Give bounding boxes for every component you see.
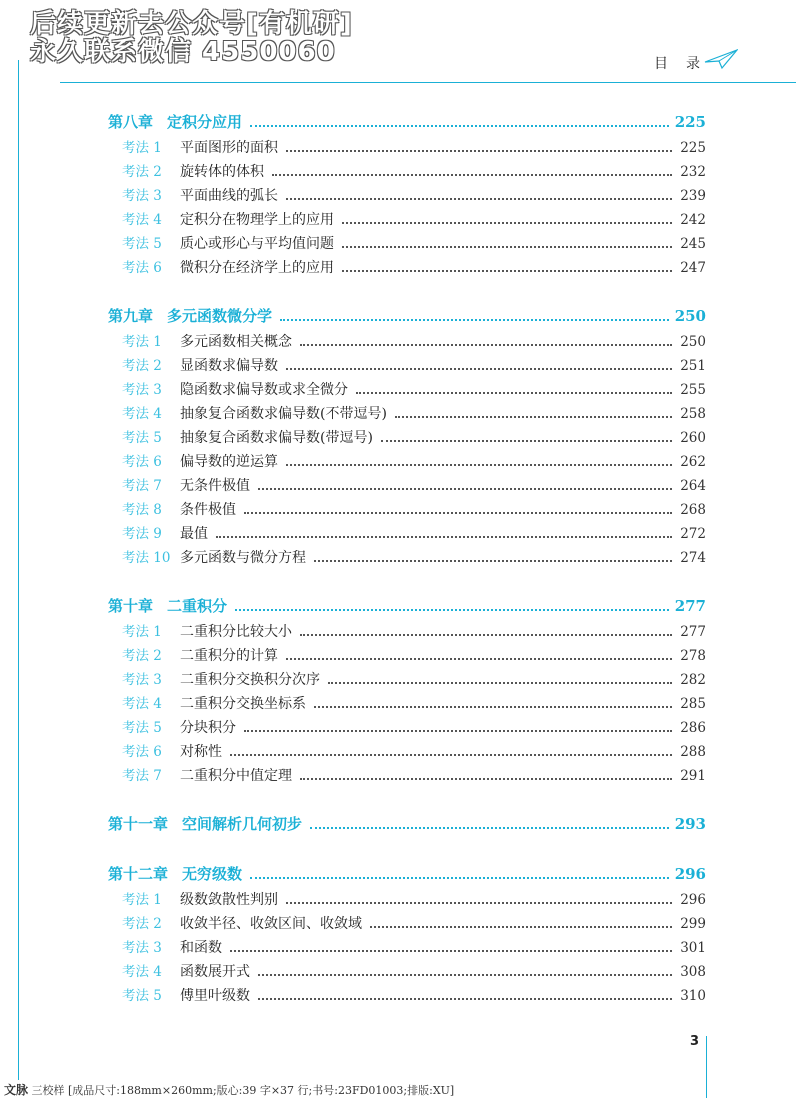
dot-leader [286, 901, 672, 904]
toc-entry-row[interactable] [108, 160, 706, 184]
method-label: 考法 1 [122, 334, 162, 350]
chapter-label: 第十章 [108, 597, 154, 615]
method-label: 考法 5 [122, 236, 162, 252]
method-page-number: 285 [680, 696, 706, 712]
method-label: 考法 5 [122, 430, 162, 446]
toc-entry-row[interactable] [108, 256, 706, 280]
dot-leader [342, 269, 672, 272]
method-title: 定积分在物理学上的应用 [180, 212, 334, 228]
method-page-number: 268 [680, 502, 706, 518]
toc-entry-row[interactable] [108, 620, 706, 644]
method-page-number: 242 [680, 212, 706, 228]
method-label: 考法 7 [122, 768, 162, 784]
footer-brand: 文脉 [4, 1083, 29, 1097]
toc-entry-row[interactable] [108, 378, 706, 402]
chapter-gap [108, 788, 706, 812]
dot-leader [286, 367, 672, 370]
method-label: 考法 1 [122, 892, 162, 908]
watermark-line-1: 后续更新去公众号[有机研] [30, 9, 353, 39]
method-label: 考法 1 [122, 624, 162, 640]
method-label: 考法 3 [122, 188, 162, 204]
method-label: 考法 3 [122, 672, 162, 688]
toc-chapter-row[interactable] [108, 594, 706, 620]
method-title: 隐函数求偏导数或求全微分 [180, 382, 348, 398]
toc-entry-row[interactable] [108, 960, 706, 984]
method-title: 偏导数的逆运算 [180, 454, 278, 470]
method-title: 条件极值 [180, 502, 236, 518]
toc-entry-row[interactable] [108, 474, 706, 498]
method-page-number: 301 [680, 940, 706, 956]
method-title: 收敛半径、收敛区间、收敛域 [180, 916, 362, 932]
toc-entry-row[interactable] [108, 984, 706, 1008]
chapter-title: 空间解析几何初步 [182, 815, 303, 833]
method-title: 微积分在经济学上的应用 [180, 260, 334, 276]
toc-entry-row[interactable] [108, 522, 706, 546]
toc-entry-row[interactable] [108, 354, 706, 378]
method-label: 考法 6 [122, 744, 162, 760]
dot-leader [230, 753, 672, 756]
method-label: 考法 6 [122, 260, 162, 276]
method-page-number: 288 [680, 744, 706, 760]
method-title: 多元函数与微分方程 [180, 550, 306, 566]
method-page-number: 310 [680, 988, 706, 1004]
method-title: 显函数求偏导数 [180, 358, 278, 374]
method-page-number: 245 [680, 236, 706, 252]
method-label: 考法 3 [122, 382, 162, 398]
dot-leader [258, 997, 672, 1000]
method-title: 无条件极值 [180, 478, 250, 494]
toc-entry-row[interactable] [108, 402, 706, 426]
footer [4, 1081, 454, 1098]
method-page-number: 264 [680, 478, 706, 494]
toc-entry-row[interactable] [108, 912, 706, 936]
dot-leader [244, 511, 672, 514]
toc-entry-row[interactable] [108, 450, 706, 474]
dot-leader [314, 559, 672, 562]
toc-entry-row[interactable] [108, 232, 706, 256]
method-page-number: 260 [680, 430, 706, 446]
method-label: 考法 4 [122, 696, 162, 712]
method-title: 抽象复合函数求偏导数(带逗号) [180, 430, 373, 446]
dot-leader [272, 173, 672, 176]
method-page-number: 232 [680, 164, 706, 180]
chapter-title: 无穷级数 [182, 865, 243, 883]
dot-leader [370, 925, 672, 928]
method-label: 考法 5 [122, 720, 162, 736]
dot-leader [314, 705, 672, 708]
method-title: 二重积分的计算 [180, 648, 278, 664]
dot-leader [342, 245, 672, 248]
method-title: 级数敛散性判别 [180, 892, 278, 908]
paper-plane-icon [704, 48, 738, 74]
method-label: 考法 4 [122, 964, 162, 980]
method-page-number: 277 [680, 624, 706, 640]
watermark-line-2: 永久联系微信 4550060 [30, 37, 336, 67]
toc-entry-row[interactable] [108, 764, 706, 788]
method-page-number: 258 [680, 406, 706, 422]
page-number: 3 [690, 1034, 700, 1049]
dot-leader [230, 949, 672, 952]
header-rule [60, 82, 796, 83]
method-page-number: 255 [680, 382, 706, 398]
chapter-page-number: 250 [674, 307, 706, 325]
chapter-page-number: 225 [674, 113, 706, 131]
method-title: 平面曲线的弧长 [180, 188, 278, 204]
method-page-number: 299 [680, 916, 706, 932]
method-page-number: 250 [680, 334, 706, 350]
chapter-label: 第十二章 [108, 865, 169, 883]
dot-leader [258, 487, 672, 490]
method-page-number: 251 [680, 358, 706, 374]
chapter-label: 第九章 [108, 307, 154, 325]
method-title: 和函数 [180, 940, 222, 956]
dot-leader [286, 197, 672, 200]
method-title: 旋转体的体积 [180, 164, 264, 180]
method-title: 最值 [180, 526, 208, 542]
chapter-page-number: 296 [674, 865, 706, 883]
chapter-title: 多元函数微分学 [167, 307, 273, 325]
footer-text: 三校样 [成品尺寸:188mm×260mm;版心:39 字×37 行;书号:23FD01003;排版:XU] [31, 1084, 455, 1097]
method-label: 考法 10 [122, 550, 171, 566]
method-title: 傅里叶级数 [180, 988, 250, 1004]
toc-chapter-row[interactable] [108, 110, 706, 136]
chapter-title: 定积分应用 [167, 113, 243, 131]
method-title: 质心或形心与平均值问题 [180, 236, 334, 252]
toc-entry-row[interactable] [108, 546, 706, 570]
toc-entry-row[interactable] [108, 426, 706, 450]
toc-chapter-row[interactable] [108, 304, 706, 330]
method-label: 考法 4 [122, 212, 162, 228]
toc-entry-row[interactable] [108, 692, 706, 716]
left-margin-rule [18, 60, 19, 1080]
method-page-number: 274 [680, 550, 706, 566]
method-label: 考法 3 [122, 940, 162, 956]
toc-chapter-row[interactable] [108, 812, 706, 838]
method-page-number: 262 [680, 454, 706, 470]
toc-entry-row[interactable] [108, 644, 706, 668]
toc-entry-row[interactable] [108, 184, 706, 208]
dot-leader [300, 777, 672, 780]
method-page-number: 282 [680, 672, 706, 688]
dot-leader [356, 391, 672, 394]
method-label: 考法 1 [122, 140, 162, 156]
method-title: 抽象复合函数求偏导数(不带逗号) [180, 406, 387, 422]
method-label: 考法 5 [122, 988, 162, 1004]
page-title: 目录 [654, 56, 718, 72]
dot-leader [286, 657, 672, 660]
dot-leader [300, 343, 672, 346]
method-page-number: 296 [680, 892, 706, 908]
method-page-number: 272 [680, 526, 706, 542]
method-label: 考法 8 [122, 502, 162, 518]
method-page-number: 291 [680, 768, 706, 784]
dot-leader [280, 318, 669, 321]
method-label: 考法 2 [122, 164, 162, 180]
dot-leader [258, 973, 672, 976]
toc-entry-row[interactable] [108, 740, 706, 764]
dot-leader [381, 439, 672, 442]
chapter-page-number: 277 [674, 597, 706, 615]
dot-leader [216, 535, 672, 538]
toc-entry-row[interactable] [108, 208, 706, 232]
method-title: 二重积分比较大小 [180, 624, 292, 640]
toc-entry-row[interactable] [108, 936, 706, 960]
watermark [30, 10, 353, 66]
method-page-number: 286 [680, 720, 706, 736]
method-title: 对称性 [180, 744, 222, 760]
method-title: 二重积分中值定理 [180, 768, 292, 784]
chapter-gap [108, 280, 706, 304]
toc-entry-row[interactable] [108, 668, 706, 692]
method-title: 二重积分交换坐标系 [180, 696, 306, 712]
table-of-contents [108, 110, 706, 1008]
chapter-gap [108, 570, 706, 594]
dot-leader [244, 729, 672, 732]
chapter-gap [108, 838, 706, 862]
method-title: 多元函数相关概念 [180, 334, 292, 350]
method-label: 考法 2 [122, 358, 162, 374]
method-page-number: 278 [680, 648, 706, 664]
dot-leader [235, 608, 669, 611]
method-label: 考法 2 [122, 648, 162, 664]
method-title: 分块积分 [180, 720, 236, 736]
method-page-number: 247 [680, 260, 706, 276]
dot-leader [286, 463, 672, 466]
toc-entry-row[interactable] [108, 136, 706, 160]
toc-entry-row[interactable] [108, 498, 706, 522]
footer-rule [706, 1036, 707, 1098]
method-label: 考法 2 [122, 916, 162, 932]
method-page-number: 225 [680, 140, 706, 156]
toc-entry-row[interactable] [108, 716, 706, 740]
chapter-page-number: 293 [674, 815, 706, 833]
dot-leader [342, 221, 672, 224]
method-page-number: 239 [680, 188, 706, 204]
chapter-title: 二重积分 [167, 597, 228, 615]
dot-leader [328, 681, 672, 684]
toc-entry-row[interactable] [108, 888, 706, 912]
method-title: 二重积分交换积分次序 [180, 672, 320, 688]
method-label: 考法 6 [122, 454, 162, 470]
method-label: 考法 4 [122, 406, 162, 422]
dot-leader [310, 826, 669, 829]
dot-leader [250, 124, 669, 127]
toc-entry-row[interactable] [108, 330, 706, 354]
method-title: 平面图形的面积 [180, 140, 278, 156]
dot-leader [395, 415, 672, 418]
chapter-label: 第八章 [108, 113, 154, 131]
method-title: 函数展开式 [180, 964, 250, 980]
method-label: 考法 9 [122, 526, 162, 542]
toc-chapter-row[interactable] [108, 862, 706, 888]
dot-leader [286, 149, 672, 152]
dot-leader [250, 876, 669, 879]
method-label: 考法 7 [122, 478, 162, 494]
dot-leader [300, 633, 672, 636]
method-page-number: 308 [680, 964, 706, 980]
chapter-label: 第十一章 [108, 815, 169, 833]
